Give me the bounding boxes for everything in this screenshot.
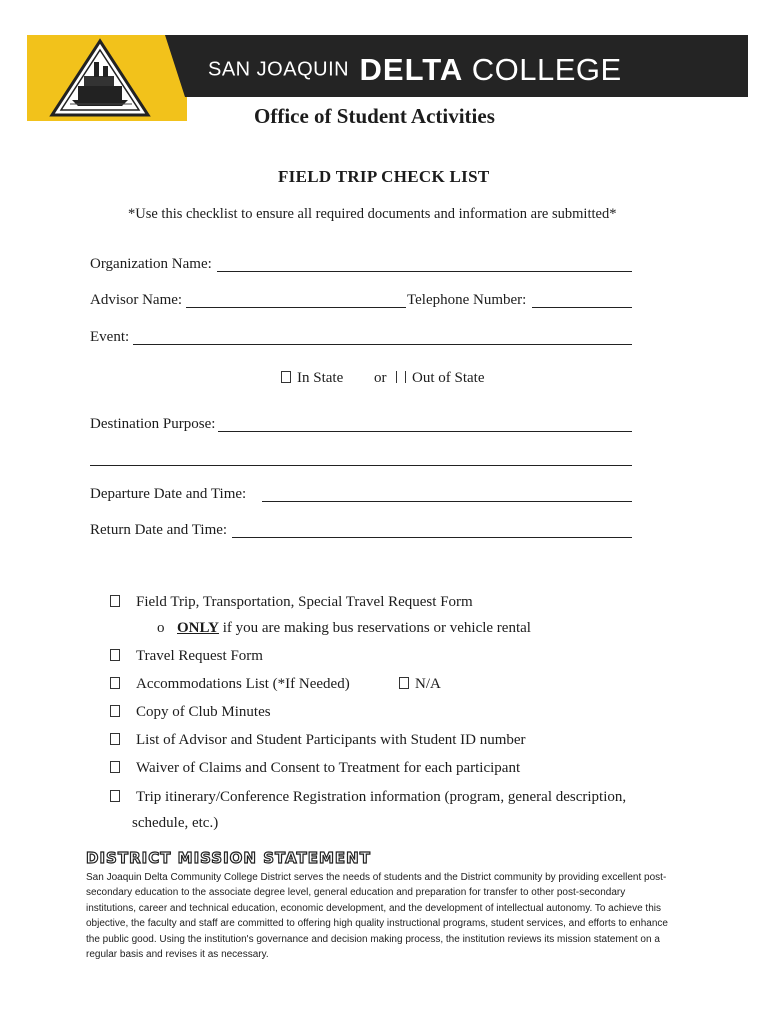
na-option[interactable] bbox=[399, 676, 441, 693]
advisor-name-field[interactable] bbox=[186, 307, 406, 308]
na-label: N/A bbox=[415, 676, 441, 692]
checklist-checkbox[interactable] bbox=[110, 790, 120, 802]
destination-purpose-field-line2[interactable] bbox=[90, 465, 632, 466]
checklist-item-label: Travel Request Form bbox=[136, 648, 263, 664]
only-emphasis: ONLY bbox=[177, 620, 219, 636]
departure-date-time-field[interactable] bbox=[262, 501, 632, 502]
checklist-item[interactable] bbox=[110, 760, 520, 777]
out-of-state-checkbox[interactable] bbox=[396, 371, 406, 383]
in-state-option[interactable] bbox=[281, 370, 343, 387]
form-instruction: *Use this checklist to ensure all required documents and information are submitted* bbox=[128, 206, 617, 222]
checklist-checkbox[interactable] bbox=[110, 677, 120, 689]
checklist-checkbox[interactable] bbox=[110, 761, 120, 773]
college-name-suffix: COLLEGE bbox=[471, 52, 622, 87]
in-state-label: In State bbox=[297, 370, 344, 386]
college-name-prefix: SAN JOAQUIN bbox=[208, 58, 350, 81]
checklist-item[interactable] bbox=[110, 704, 271, 721]
organization-name-label: Organization Name: bbox=[90, 256, 212, 272]
in-state-checkbox[interactable] bbox=[281, 371, 291, 383]
college-logo-icon bbox=[48, 38, 152, 118]
checklist-item[interactable] bbox=[110, 732, 526, 749]
return-date-time-label: Return Date and Time: bbox=[90, 522, 228, 538]
return-date-time-field[interactable] bbox=[232, 537, 632, 538]
checklist-checkbox[interactable] bbox=[110, 649, 120, 661]
checklist-item-label: Waiver of Claims and Consent to Treatment for each participant bbox=[136, 760, 521, 776]
mission-heading: DISTRICT MISSION STATEMENT bbox=[86, 849, 371, 867]
office-title: Office of Student Activities bbox=[254, 104, 495, 128]
checklist-item-label: Accommodations List (*If Needed) bbox=[136, 676, 350, 692]
mission-text: San Joaquin Delta Community College District serves the needs of students and the District community by providing excellent post-secondary education to the associate degree level, general education and preparation for transfer to other post-secondary institutions, career and technical education, economic development, and the development of intellectual autonomy. To achieve this objective, the faculty and staff are committed to offering high quality instructional programs, student services, and efforts to enhance the public good. Using the institution's governance and decision making process, the institution reviews its mission statement on a regular basis and revises it as necessary. bbox=[86, 872, 668, 961]
departure-date-time-label: Departure Date and Time: bbox=[90, 486, 247, 502]
sub-bullet: o bbox=[157, 620, 165, 636]
checklist-item-label: Copy of Club Minutes bbox=[136, 704, 271, 720]
checklist-item[interactable] bbox=[110, 676, 350, 693]
checklist-item[interactable] bbox=[110, 648, 263, 665]
out-of-state-label: Out of State bbox=[412, 370, 485, 386]
checklist-sub-item bbox=[157, 620, 531, 637]
na-checkbox[interactable] bbox=[399, 677, 409, 689]
telephone-number-field[interactable] bbox=[532, 307, 632, 308]
out-of-state-option[interactable] bbox=[396, 370, 485, 387]
college-name bbox=[208, 52, 622, 88]
sub-item-text: if you are making bus reservations or vehicle rental bbox=[222, 620, 531, 636]
checklist-item-label: Field Trip, Transportation, Special Travel Request Form bbox=[136, 594, 473, 610]
event-label: Event: bbox=[90, 329, 130, 345]
checklist-checkbox[interactable] bbox=[110, 733, 120, 745]
checklist-item[interactable] bbox=[110, 594, 473, 611]
destination-purpose-label: Destination Purpose: bbox=[90, 416, 216, 432]
checklist-checkbox[interactable] bbox=[110, 595, 120, 607]
checklist-item-label: List of Advisor and Student Participants with Student ID number bbox=[136, 732, 526, 748]
checklist-item-label: Trip itinerary/Conference Registration information (program, general description, bbox=[136, 789, 627, 805]
checklist-item-continuation: schedule, etc.) bbox=[132, 815, 219, 831]
destination-purpose-field[interactable] bbox=[218, 431, 632, 432]
event-field[interactable] bbox=[133, 344, 632, 345]
or-label: or bbox=[374, 370, 387, 386]
advisor-name-label: Advisor Name: bbox=[90, 292, 183, 308]
college-name-delta: DELTA bbox=[359, 52, 464, 87]
checklist-item[interactable] bbox=[110, 789, 626, 806]
form-title: FIELD TRIP CHECK LIST bbox=[278, 167, 490, 186]
organization-name-field[interactable] bbox=[217, 271, 632, 272]
checklist-checkbox[interactable] bbox=[110, 705, 120, 717]
telephone-number-label: Telephone Number: bbox=[407, 292, 527, 308]
